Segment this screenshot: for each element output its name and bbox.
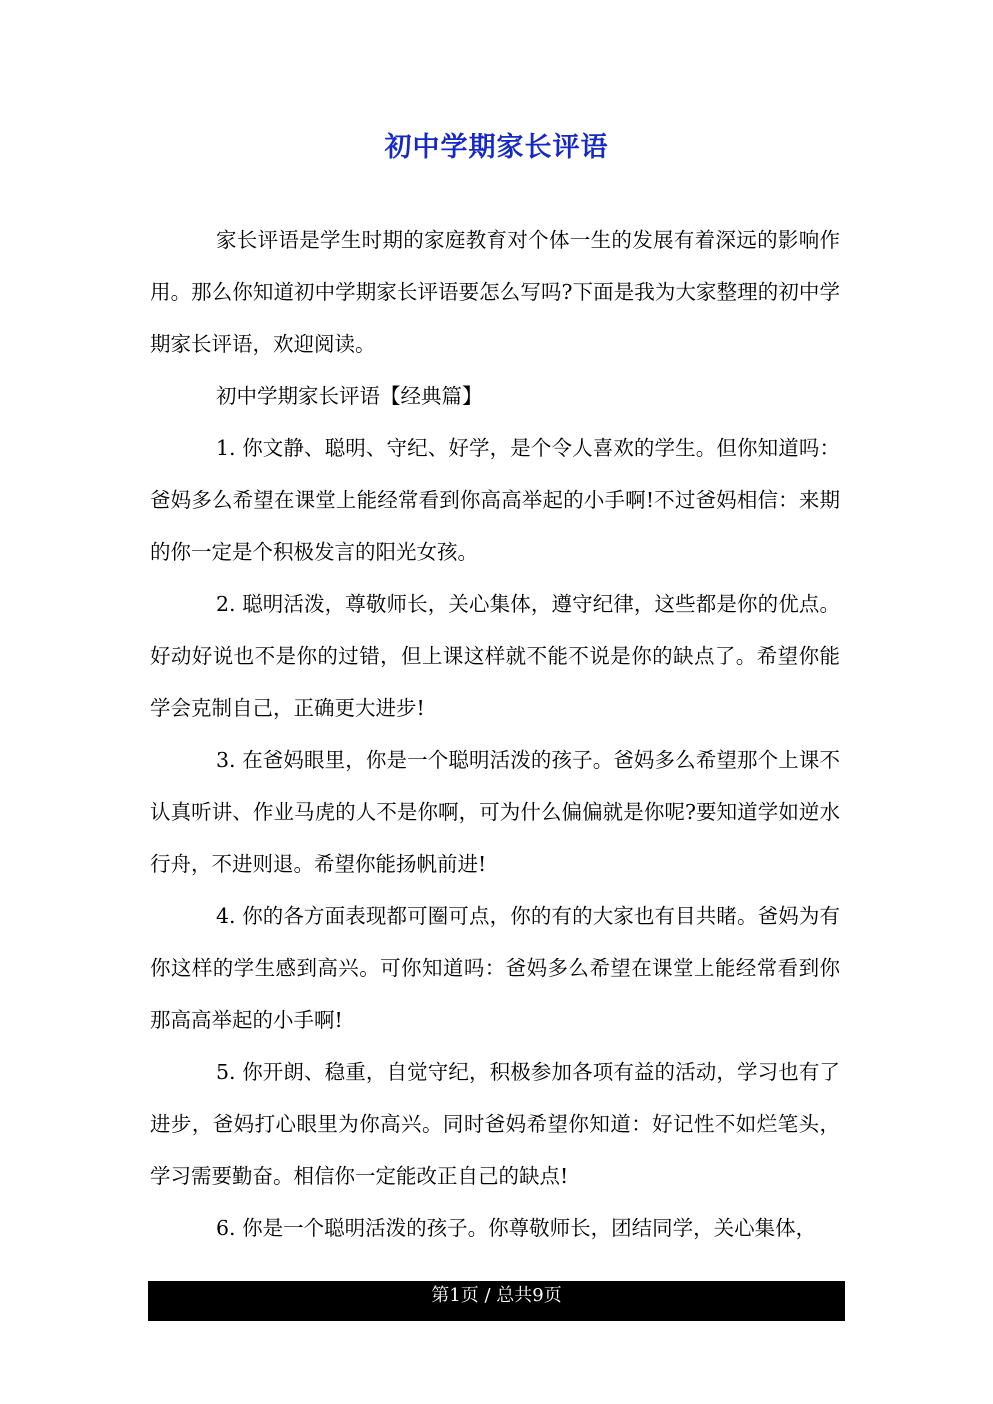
comment-item-6: 6. 你是一个聪明活泼的孩子。你尊敬师长，团结同学，关心集体， (216, 1216, 817, 1240)
comment-item-5: 5. 你开朗、稳重，自觉守纪，积极参加各项有益的活动，学习也有了进步，爸妈打心眼里为你高兴。同时爸妈希望你知道：好记性不如烂笔头，学习需要勤奋。相信你一定能改正自己的缺点! (150, 1060, 840, 1188)
page-footer (148, 1281, 845, 1321)
section-heading: 初中学期家长评语【经典篇】 (216, 384, 483, 408)
document-title: 初中学期家长评语 (384, 132, 609, 163)
comment-item-3: 3. 在爸妈眼里，你是一个聪明活泼的孩子。爸妈多么希望那个上课不认真听讲、作业马虎的人不是你啊，可为什么偏偏就是你呢?要知道学如逆水行舟，不进则退。希望你能扬帆前进! (150, 748, 840, 876)
document-body (150, 214, 840, 1254)
intro-paragraph: 家长评语是学生时期的家庭教育对个体一生的发展有着深远的影响作用。那么你知道初中学期家长评语要怎么写吗?下面是我为大家整理的初中学期家长评语，欢迎阅读。 (150, 228, 840, 356)
page-number-label: 第1页 / 总共9页 (431, 1285, 562, 1306)
comment-item-1: 1. 你文静、聪明、守纪、好学，是个令人喜欢的学生。但你知道吗：爸妈多么希望在课堂上能经常看到你高高举起的小手啊!不过爸妈相信：来期的你一定是个积极发言的阳光女孩。 (150, 436, 840, 564)
comment-item-4: 4. 你的各方面表现都可圈可点，你的有的大家也有目共睹。爸妈为有你这样的学生感到高兴。可你知道吗：爸妈多么希望在课堂上能经常看到你那高高举起的小手啊! (150, 904, 840, 1032)
comment-item-2: 2. 聪明活泼，尊敬师长，关心集体，遵守纪律，这些都是你的优点。好动好说也不是你的过错，但上课这样就不能不说是你的缺点了。希望你能学会克制自己，正确更大进步! (150, 592, 840, 720)
